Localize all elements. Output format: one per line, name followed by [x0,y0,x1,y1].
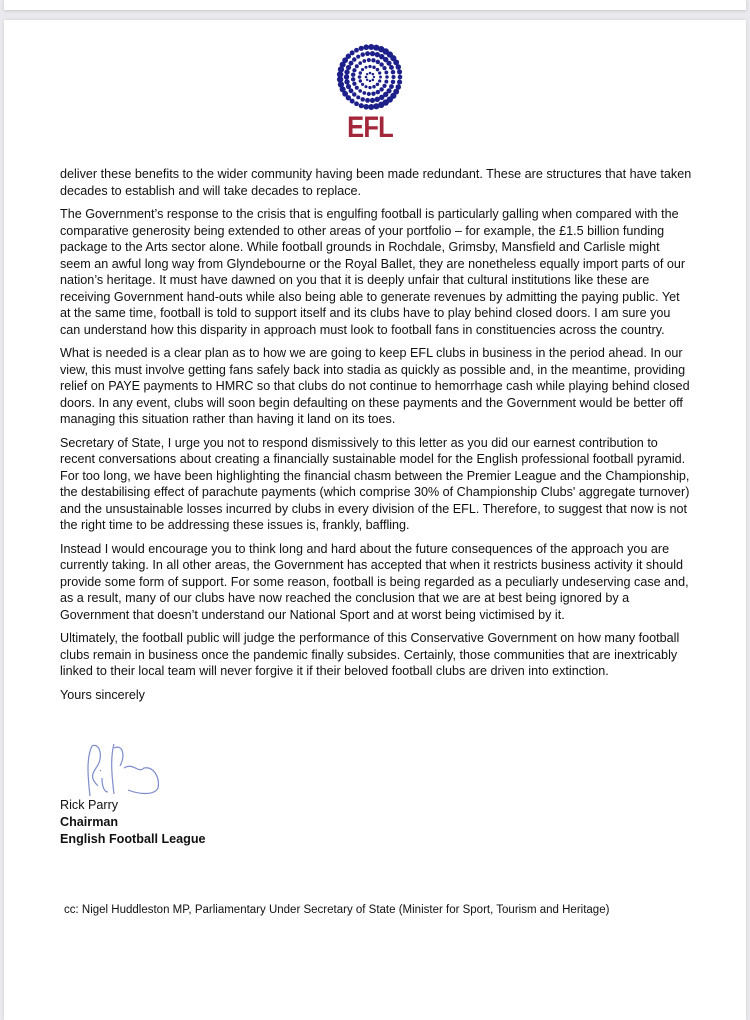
logo-dot [352,92,356,96]
text-line: doors. In any event, clubs will soon begin defaulting on these payments and the Government would be better off [60,395,683,410]
logo-dot [391,70,395,74]
logo-dot [368,104,374,110]
logo-dot [384,80,388,84]
logo-dot [373,76,375,78]
logo-dot [370,51,375,56]
logo-dot [365,98,370,103]
previous-page-edge [4,0,746,10]
logo-dot [372,73,375,76]
text-line: Secretary of State, I urge you not to respond dismissively to this letter as you did our earnest contribution to [60,435,658,450]
text-line: managing this situation rather than having it land on its toes. [60,412,396,426]
logo-dot [344,69,349,74]
logo-dot [368,86,371,89]
logo-dot [352,82,356,86]
text-line: at the same time, football is told to support itself and its clubs have to play behind closed doors. I am sure you [60,306,671,320]
logo-dot [359,79,362,82]
text-line: nation’s heritage. It must have dawned on you that it is deeply unfair that cultural institutions like these are [60,273,650,287]
logo-dot [366,79,368,81]
logo-dot [361,68,364,71]
logo-dot [364,85,367,88]
paragraph [60,206,730,338]
logo-dot [352,57,356,61]
logo-dot [382,66,386,70]
football-dots-icon [335,42,405,112]
logo-dot [344,74,349,79]
logo-dot [379,87,383,91]
logo-dot [391,80,395,84]
closing: Yours sincerely [60,687,145,702]
text-line: The Government’s response to the crisis that is engulfing football is particularly galling when compared with the [60,207,679,221]
logo-dot [362,91,366,95]
logo-dot [367,92,371,96]
logo-dot [356,95,360,99]
text-line: currently taking. In all other areas, the Government has accepted that when it restricts business activity it should [60,558,683,572]
logo-dot [365,76,368,79]
logo-dot [370,98,375,103]
text-line: comparative generosity being extended to other areas of your portfolio – for example, the £1.5 billion funding [60,223,665,238]
logo-dot [362,59,366,63]
logo-dot [391,75,395,79]
logo-dot [376,60,380,64]
logo-dot [376,83,379,86]
signatory-organisation: English Football League [60,832,206,846]
logo-dot [376,68,379,71]
logo-dot [350,50,355,55]
logo-dot [363,104,369,110]
logo-dot [368,65,371,68]
paragraph [60,435,730,534]
logo-dot [358,89,362,93]
text-line: Ultimately, the football public will judge the performance of this Conservative Government on how many football [60,631,680,645]
text-line: package to the Arts sector alone. While football grounds in Rochdale, Grimsby, Mansfield and Carlisle might [60,240,660,254]
logo-dot [365,51,370,56]
logo-dot [389,84,394,89]
logo-dot [359,46,364,51]
logo-dot [397,69,402,74]
text-line: recent conversations about creating a financially sustainable model for the English professional football pyramid. [60,452,686,466]
text-line: seem an awful long way from Glyndebourne or the Royal Ballet, they are nonetheless equally import parts of our [60,256,686,271]
logo-dot [351,77,355,81]
logo-dot [367,58,371,62]
logo-dot [376,90,380,94]
text-line: view, this must involve getting fans safely back into stadia as quickly as possible and, in the meantime, providing [60,362,686,377]
paragraph [60,345,730,428]
logo-dot [389,65,394,70]
text-line: the right time to be addressing these issues is, frankly, baffling. [60,518,410,532]
logo-dot [346,65,351,70]
text-line: deliver these benefits to the wider community having been made redundant. These are structures that have taken [60,167,692,181]
text-line: What is needed is a clear plan as to how we are going to keep EFL clubs in business in the period ahead. In our [60,346,683,360]
logo-dot [359,103,364,108]
signature [78,738,178,808]
logo-dot [364,66,367,69]
logo-dot [360,97,364,101]
logo-dot [361,83,364,86]
text-line: For too long, we have been highlighting the financial chasm between the Premier League and the Championship, [60,468,690,483]
logo-dot [355,64,359,68]
logo-dot [354,101,359,106]
logo-dot [372,85,376,89]
logo-dot [385,75,388,78]
logo-dot [371,58,375,62]
logo-dot [352,68,356,72]
text-line: linked to their local team will never forgive it if their beloved football clubs are driven into extinction. [60,664,609,678]
logo-dot [372,66,376,70]
signatory-name: Rick Parry [60,798,119,812]
logo-dot [351,72,355,76]
logo-dot [396,64,401,69]
logo-dot [349,61,354,66]
logo-dot [379,62,383,66]
logo-dot [372,79,375,82]
text-line: as a result, many of our clubs have now reached the conclusion that we are at best being ignored by a [60,591,630,605]
logo-dot [346,84,351,89]
efl-logo-text: EFL [347,111,393,144]
logo-dot [355,86,359,90]
logo-dot [366,73,368,75]
logo-dot [375,97,380,102]
logo-dot [354,48,359,53]
logo-dot [358,75,362,79]
logo-dot [356,55,360,59]
logo-dot [378,79,381,82]
logo-dot [386,61,391,66]
logo-dot [369,72,372,75]
text-line: and the unsustainable losses incurred by clubs in every division of the EFL. Therefore, to suggest that now is not [60,501,688,516]
text-line: relief on PAYE payments to HMRC so that clubs do not continue to hemorrhage cash while playing behind closed [60,379,690,393]
logo-dot [379,76,382,79]
logo-dot [358,61,362,65]
logo-dot [360,52,364,56]
cc-line: cc: Nigel Huddleston MP, Parliamentary Under Secretary of State (Minister for Sport, Tourism and Heritage) [64,904,610,916]
text-line: the destabilising effect of parachute payments (which comprise 30% of Championship Clubs' aggregate turnover) [60,485,690,499]
logo-dot [382,84,386,88]
logo-dot [359,71,362,74]
logo-dot [344,79,349,84]
logo-dot [384,70,388,74]
text-line: receiving Government hand-outs while also being able to generate revenues by admitting the paying public. Yet [60,289,680,304]
logo-dot [397,80,402,85]
logo-dot [398,75,403,80]
text-line: can understand how this disparity in approach must look to football fans in constituencies across the country. [60,322,665,337]
logo-dot [369,80,372,83]
paragraph [60,630,730,680]
logo-dot [371,91,375,95]
signatory-title: Chairman [60,815,119,829]
text-line: provide some form of support. For some reason, football is being regarded as a peculiarly undeserving case and, [60,574,689,589]
efl-logo [335,42,405,142]
text-line: decades to establish and will take decades to replace. [60,183,362,198]
paragraph [60,541,730,624]
logo-dot [349,88,354,93]
text-line: clubs remain in business once the pandemic finally subsides. Certainly, those communities that are inextricably [60,647,678,662]
paragraph [60,166,730,199]
logo-dot [378,71,381,74]
text-line: Instead I would encourage you to think long and hard about the future consequences of the approach you are [60,541,670,556]
logo-dot [363,44,369,50]
text-line: Government that doesn’t understand our National Sport and at worst being victimised by it. [60,607,565,622]
